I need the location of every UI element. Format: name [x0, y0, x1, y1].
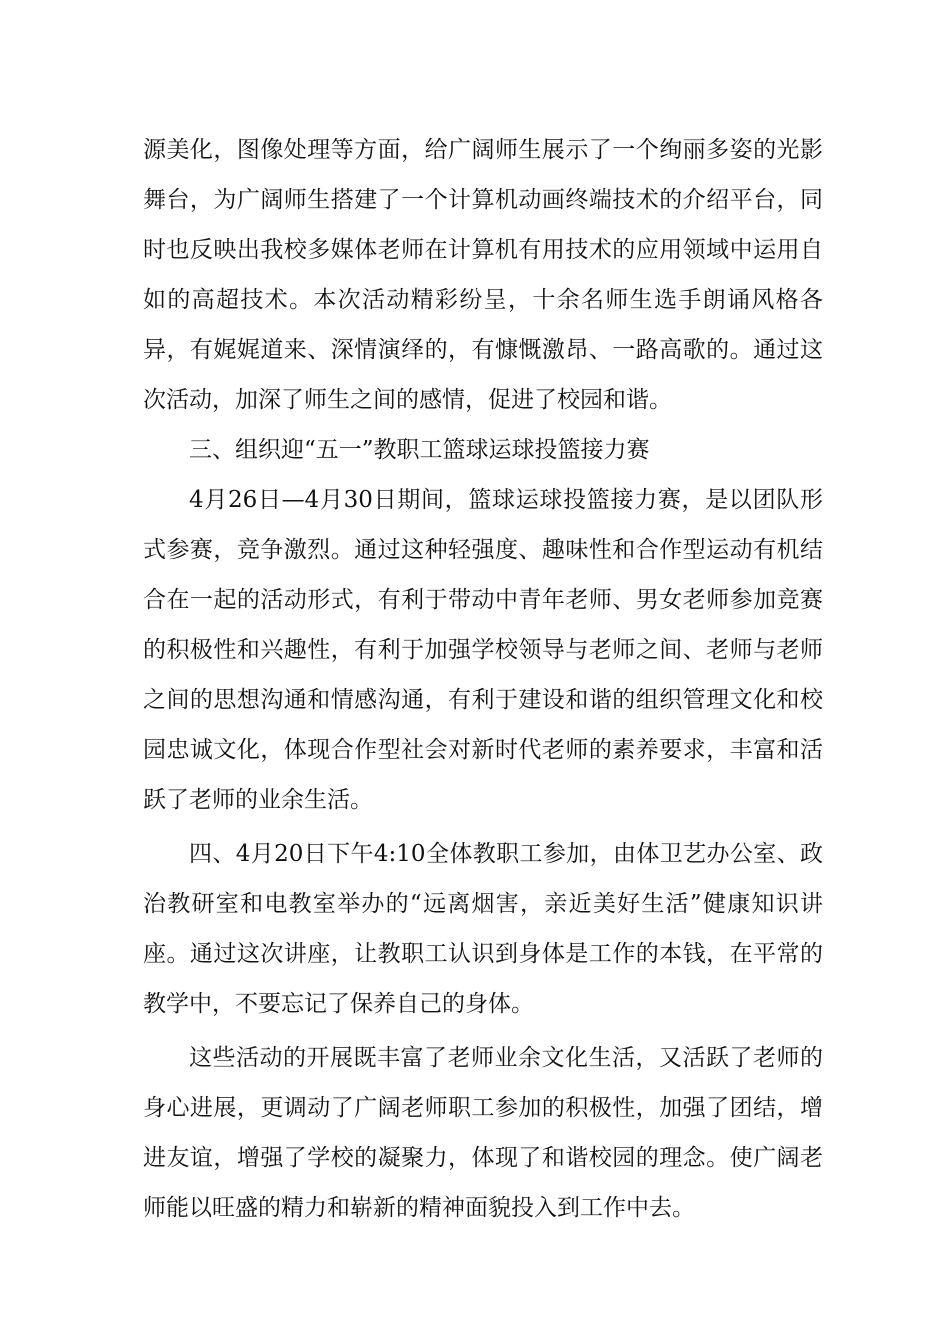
paragraph-activity-summary: 源美化，图像处理等方面，给广阔师生展示了一个绚丽多姿的光影舞台，为广阔师生搭建了一个计算机动画终端技术的介绍平台，同时也反映出我校多媒体老师在计算机有用技术的应用领域中运用自如的高超技术。本次活动精彩纷呈，十余名师生选手朗诵风格各异，有娓娓道来、深情演绎的，有慷慨激昂、一路高歌的。通过这次活动，加深了师生之间的感情，促进了校园和谐。 — [143, 137, 823, 413]
document-body — [143, 125, 823, 1233]
paragraph-health-lecture: 四、4月20日下午4:10全体教职工参加，由体卫艺办公室、政治教研室和电教室举办的“远离烟害，亲近美好生活”健康知识讲座。通过这次讲座，让教职工认识到身体是工作的本钱，在平常的教学中，不要忘记了保养自己的身体。 — [143, 841, 823, 1017]
paragraph-basketball-relay: 4月26日—4月30日期间，篮球运球投篮接力赛，是以团队形式参赛，竞争激烈。通过这种轻强度、趣味性和合作型运动有机结合在一起的活动形式，有利于带动中青年老师、男女老师参加竞赛的积极性和兴趣性，有利于加强学校领导与老师之间、老师与老师之间的思想沟通和情感沟通，有利于建设和谐的组织管理文化和校园忠诚文化，体现合作型社会对新时代老师的素养要求，丰富和活跃了老师的业余生活。 — [143, 487, 823, 813]
section-heading-basketball: 三、组织迎“五一”教职工篮球运球投篮接力赛 — [189, 437, 650, 463]
paragraph-conclusion: 这些活动的开展既丰富了老师业余文化生活，又活跃了老师的身心进展，更调动了广阔老师职工参加的积极性，加强了团结，增进友谊，增强了学校的凝聚力，体现了和谐校园的理念。使广阔老师能以旺盛的精力和崭新的精神面貌投入到工作中去。 — [143, 1045, 823, 1221]
